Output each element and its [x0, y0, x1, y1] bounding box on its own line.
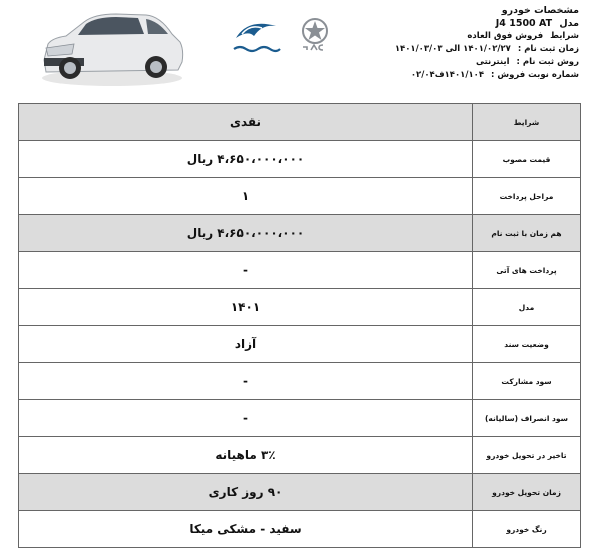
- row-label: زمان تحویل خودرو: [473, 474, 581, 511]
- sale-round-line: [339, 69, 579, 82]
- spec-title: مشخصات خودرو: [501, 5, 579, 16]
- header: [0, 0, 589, 100]
- sale-conditions-table: [18, 103, 581, 548]
- row-label: رنگ خودرو: [473, 511, 581, 548]
- table-row-participation-profit: [19, 363, 581, 400]
- model-line: [339, 17, 579, 30]
- kerman-motor-logo: [228, 16, 284, 56]
- table-row-payment-steps: [19, 178, 581, 215]
- registration-method-value: اینترنتی: [475, 57, 510, 67]
- row-label: هم زمان با ثبت نام: [473, 215, 581, 252]
- registration-time-line: [339, 43, 579, 56]
- table-row-at-registration: [19, 215, 581, 252]
- row-value: -: [19, 400, 473, 437]
- row-label: تاخیر در تحویل خودرو: [473, 437, 581, 474]
- row-value: ۳٪ ماهیانه: [19, 437, 473, 474]
- registration-time-label: زمان ثبت نام :: [517, 44, 579, 54]
- row-label: مدل: [473, 289, 581, 326]
- terms-value: فروش فوق العاده: [467, 31, 544, 41]
- registration-method-line: [339, 56, 579, 69]
- row-value: ۴،۶۵۰،۰۰۰،۰۰۰ ریال: [19, 215, 473, 252]
- row-label: قیمت مصوب: [473, 141, 581, 178]
- row-value: سفید - مشکی میکا: [19, 511, 473, 548]
- header-value-cell: نقدی: [19, 104, 473, 141]
- row-value: آزاد: [19, 326, 473, 363]
- model-label: مدل: [559, 18, 579, 29]
- row-label: سود مشارکت: [473, 363, 581, 400]
- row-value: ۴،۶۵۰،۰۰۰،۰۰۰ ریال: [19, 141, 473, 178]
- table-row-car-color: [19, 511, 581, 548]
- table-row-delivery-time: [19, 474, 581, 511]
- terms-line: [339, 30, 579, 43]
- row-label: مراحل پرداخت: [473, 178, 581, 215]
- table-row-model: [19, 289, 581, 326]
- row-label: وضعیت سند: [473, 326, 581, 363]
- model-value: J4 1500 AT: [495, 18, 553, 29]
- row-value: -: [19, 363, 473, 400]
- car-spec-block: [339, 4, 579, 82]
- jac-logo: [290, 16, 340, 52]
- registration-method-label: روش ثبت نام :: [516, 57, 579, 67]
- table-row-cancellation-profit: [19, 400, 581, 437]
- registration-time-value: ۱۴۰۱/۰۲/۲۷ الی ۱۴۰۱/۰۳/۰۳: [394, 44, 511, 54]
- sale-round-value: ۱۴۰۱/۱۰۴ف۰۲/۰۴: [410, 70, 485, 80]
- table-row-approved-price: [19, 141, 581, 178]
- table-row-future-payments: [19, 252, 581, 289]
- row-label: سود انصراف (سالیانه): [473, 400, 581, 437]
- terms-label: شرایط: [550, 31, 579, 41]
- sale-round-label: شماره نوبت فروش :: [490, 70, 579, 80]
- header-label-cell: شرایط: [473, 104, 581, 141]
- table-row-document-status: [19, 326, 581, 363]
- row-label: پرداخت های آتی: [473, 252, 581, 289]
- car-image: [38, 4, 186, 88]
- row-value: ۱۴۰۱: [19, 289, 473, 326]
- row-value: ۱: [19, 178, 473, 215]
- row-value: -: [19, 252, 473, 289]
- table-row-delivery-delay: [19, 437, 581, 474]
- table-header-row: [19, 104, 581, 141]
- row-value: ۹۰ روز کاری: [19, 474, 473, 511]
